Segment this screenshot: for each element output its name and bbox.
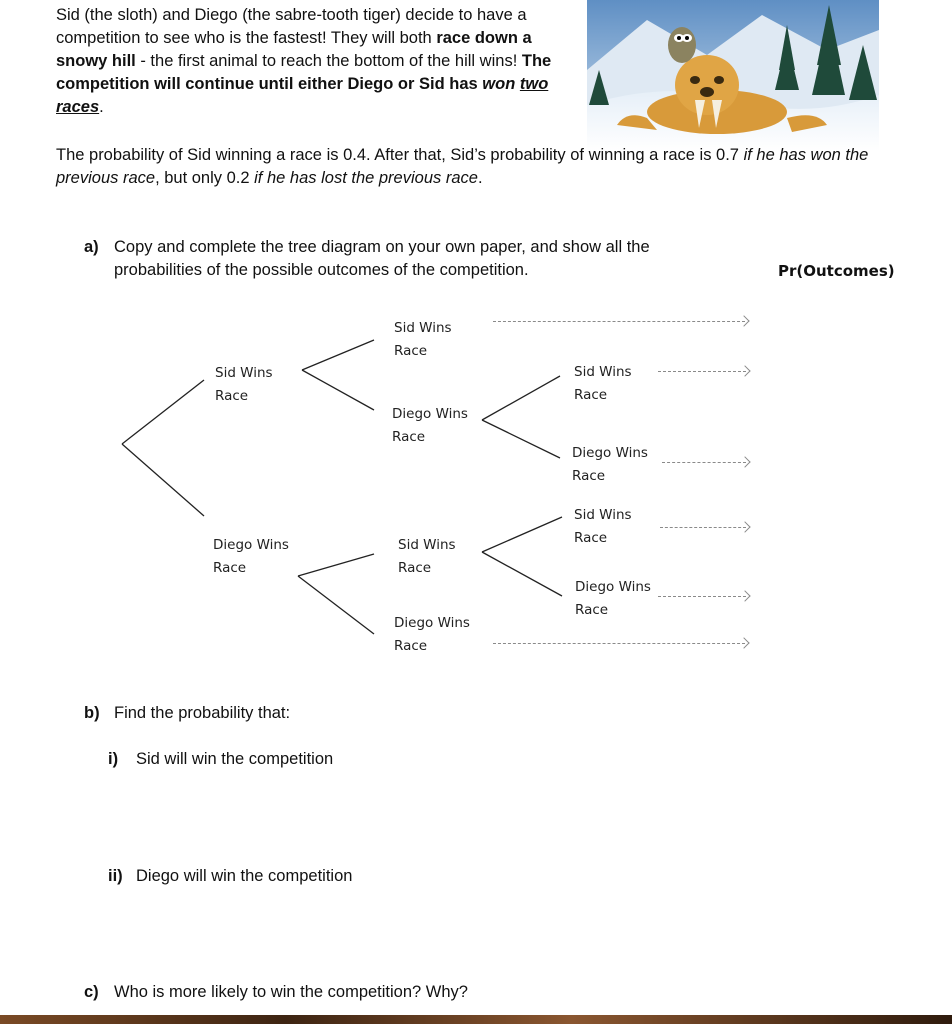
branch-d-dd: [298, 576, 374, 634]
question-b-text: Find the probability that:: [114, 704, 291, 722]
node-ds-diego: Diego Wins Race: [575, 579, 651, 618]
intro-text-2: - the first animal to reach the bottom of the hill wins!: [135, 52, 522, 70]
branch-d-ds: [298, 554, 374, 576]
intro-bold-2: The competition will continue until either Diego or Sid has: [56, 52, 552, 93]
outcome-arrow-dd: [493, 643, 745, 644]
branch-s-ss: [302, 340, 374, 370]
node-sd-diego: Diego Wins Race: [572, 445, 648, 484]
node-diego-1: Diego Wins Race: [213, 537, 289, 576]
intro-underline: two races: [56, 75, 549, 116]
branch-ds-d: [482, 552, 562, 596]
node-sid-1: Sid Wins Race: [215, 365, 273, 404]
outcome-arrow-dss: [660, 527, 746, 528]
branch-ds-s: [482, 517, 562, 552]
branch-sd-d: [482, 420, 560, 458]
bottom-edge-bar: [0, 1015, 952, 1024]
question-b: [84, 702, 290, 725]
outcome-arrow-dsd: [658, 596, 746, 597]
intro-bold-1: race down a snowy hill: [56, 29, 532, 70]
pr-outcomes-heading: Pr(Outcomes): [778, 262, 895, 280]
branch-root-diego: [122, 444, 204, 516]
intro-bold-3: won: [482, 75, 520, 93]
probability-paragraph: The probability of Sid winning a race is 0.4. After that, Sid’s probability of winning a race is 0.7 if he has won the previous race, but only 0.2 if he has lost the previous race.: [56, 146, 869, 187]
node-sd-sid: Sid Wins Race: [574, 364, 632, 403]
intro-end: .: [99, 98, 104, 116]
outcome-arrow-ss: [493, 321, 745, 322]
node-diego-sid: Sid Wins Race: [398, 537, 456, 576]
node-diego-diego: Diego Wins Race: [394, 615, 470, 654]
question-c-text: Who is more likely to win the competition? Why?: [114, 983, 468, 1001]
branch-sd-s: [482, 376, 560, 420]
question-b-label: b): [84, 704, 100, 722]
branch-root-sid: [122, 380, 204, 444]
branch-s-sd: [302, 370, 374, 410]
question-b-i: i) Sid will win the competition: [108, 750, 334, 768]
node-sid-diego: Diego Wins Race: [392, 406, 468, 445]
node-sid-sid: Sid Wins Race: [394, 320, 452, 359]
outcome-arrow-sdd: [662, 462, 746, 463]
question-c-label: c): [84, 983, 99, 1001]
node-ds-sid: Sid Wins Race: [574, 507, 632, 546]
question-c: [84, 981, 468, 1004]
question-b-ii: ii) Diego will win the competition: [108, 867, 353, 885]
outcome-arrow-sds: [658, 371, 746, 372]
question-a-text: Copy and complete the tree diagram on your own paper, and show all the probabilities of the possible outcomes of the competition.: [114, 238, 650, 279]
intro-text-1: Sid (the sloth) and Diego (the sabre-tooth tiger) decide to have a competition to see who is the fastest! They will both: [56, 6, 527, 47]
question-a-label: a): [84, 238, 99, 256]
